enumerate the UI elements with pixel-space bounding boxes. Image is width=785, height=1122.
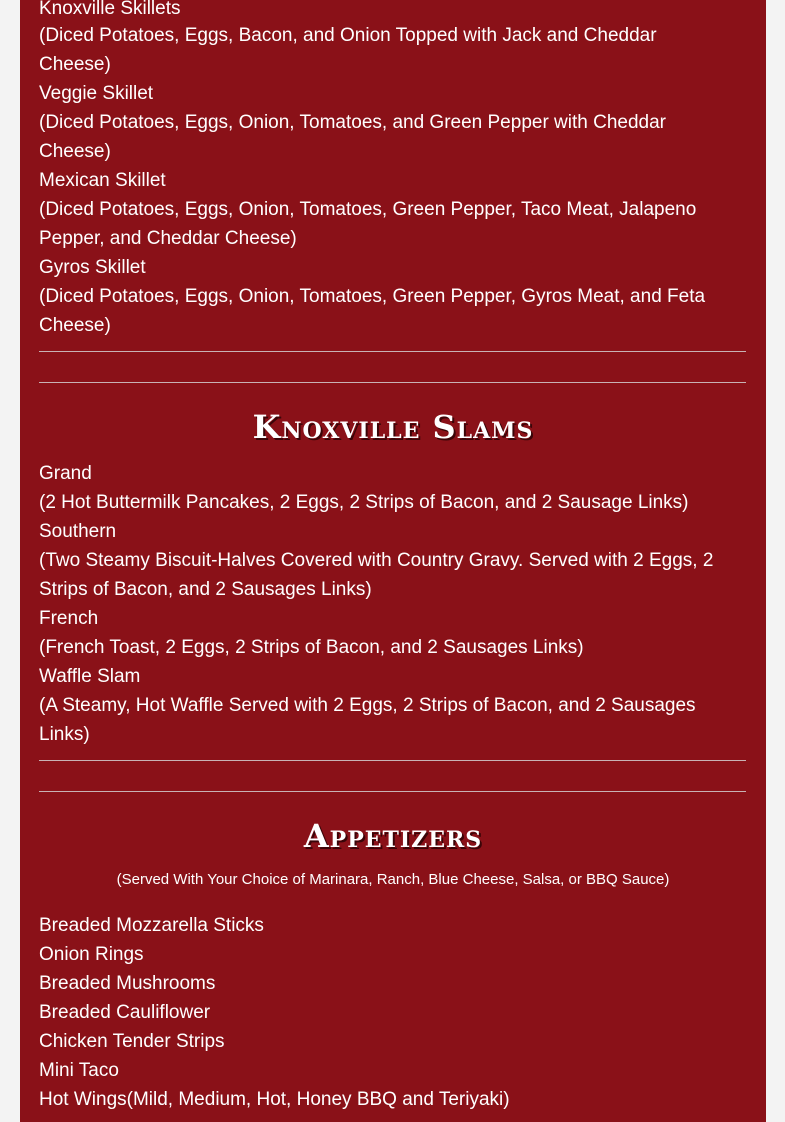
menu-item-name: Waffle Slam (39, 666, 141, 687)
menu-item-name: Chicken Tender Strips (39, 1031, 225, 1052)
menu-item-description: Links) (39, 724, 90, 745)
menu-panel (20, 0, 766, 1122)
menu-item-description: Cheese) (39, 54, 111, 75)
menu-item-description: (Diced Potatoes, Eggs, Onion, Tomatoes, Green Pepper, Taco Meat, Jalapeno (39, 199, 697, 220)
menu-item-name: Breaded Cauliflower (39, 1002, 211, 1023)
menu-item-description: (2 Hot Buttermilk Pancakes, 2 Eggs, 2 Strips of Bacon, and 2 Sausage Links) (39, 492, 689, 513)
section-divider (39, 351, 746, 352)
menu-item-description: (Diced Potatoes, Eggs, Onion, Tomatoes, Green Pepper, Gyros Meat, and Feta (39, 286, 706, 307)
menu-item-description: (Diced Potatoes, Eggs, Onion, Tomatoes, and Green Pepper with Cheddar (39, 112, 667, 133)
menu-item-description: (A Steamy, Hot Waffle Served with 2 Eggs, 2 Strips of Bacon, and 2 Sausages (39, 695, 696, 716)
menu-item-description: Cheese) (39, 141, 111, 162)
menu-item-name: Gyros Skillet (39, 257, 146, 278)
menu-item-name: Mexican Skillet (39, 170, 166, 191)
menu-item-description: (French Toast, 2 Eggs, 2 Strips of Bacon, and 2 Sausages Links) (39, 637, 584, 658)
section-divider (39, 760, 746, 761)
menu-item-name: Breaded Mushrooms (39, 973, 216, 994)
menu-item-name: Hot Wings(Mild, Medium, Hot, Honey BBQ and Teriyaki) (39, 1089, 510, 1110)
section-divider (39, 791, 746, 792)
menu-item-description: Strips of Bacon, and 2 Sausages Links) (39, 579, 372, 600)
menu-item-name: Southern (39, 521, 117, 542)
menu-item-name: Knoxville Skillets (39, 0, 181, 19)
menu-item-description: (Diced Potatoes, Eggs, Bacon, and Onion Topped with Jack and Cheddar (39, 25, 657, 46)
section-note: (Served With Your Choice of Marinara, Ranch, Blue Cheese, Salsa, or BBQ Sauce) (116, 871, 670, 888)
section-title: Knoxville Slams (252, 408, 534, 446)
section-divider (39, 382, 746, 383)
menu-item-name: Veggie Skillet (39, 83, 154, 104)
menu-item-name: Mini Taco (39, 1060, 119, 1081)
menu-item-description: Pepper, and Cheddar Cheese) (39, 228, 297, 249)
menu-item-name: Grand (39, 463, 92, 484)
menu-item-description: (Two Steamy Biscuit-Halves Covered with Country Gravy. Served with 2 Eggs, 2 (39, 550, 714, 571)
menu-item-name: Breaded Mozzarella Sticks (39, 915, 264, 936)
menu-item-name: Onion Rings (39, 944, 144, 965)
menu-item-name: French (39, 608, 99, 629)
menu-item-description: Cheese) (39, 315, 111, 336)
section-title: Appetizers (303, 817, 483, 855)
